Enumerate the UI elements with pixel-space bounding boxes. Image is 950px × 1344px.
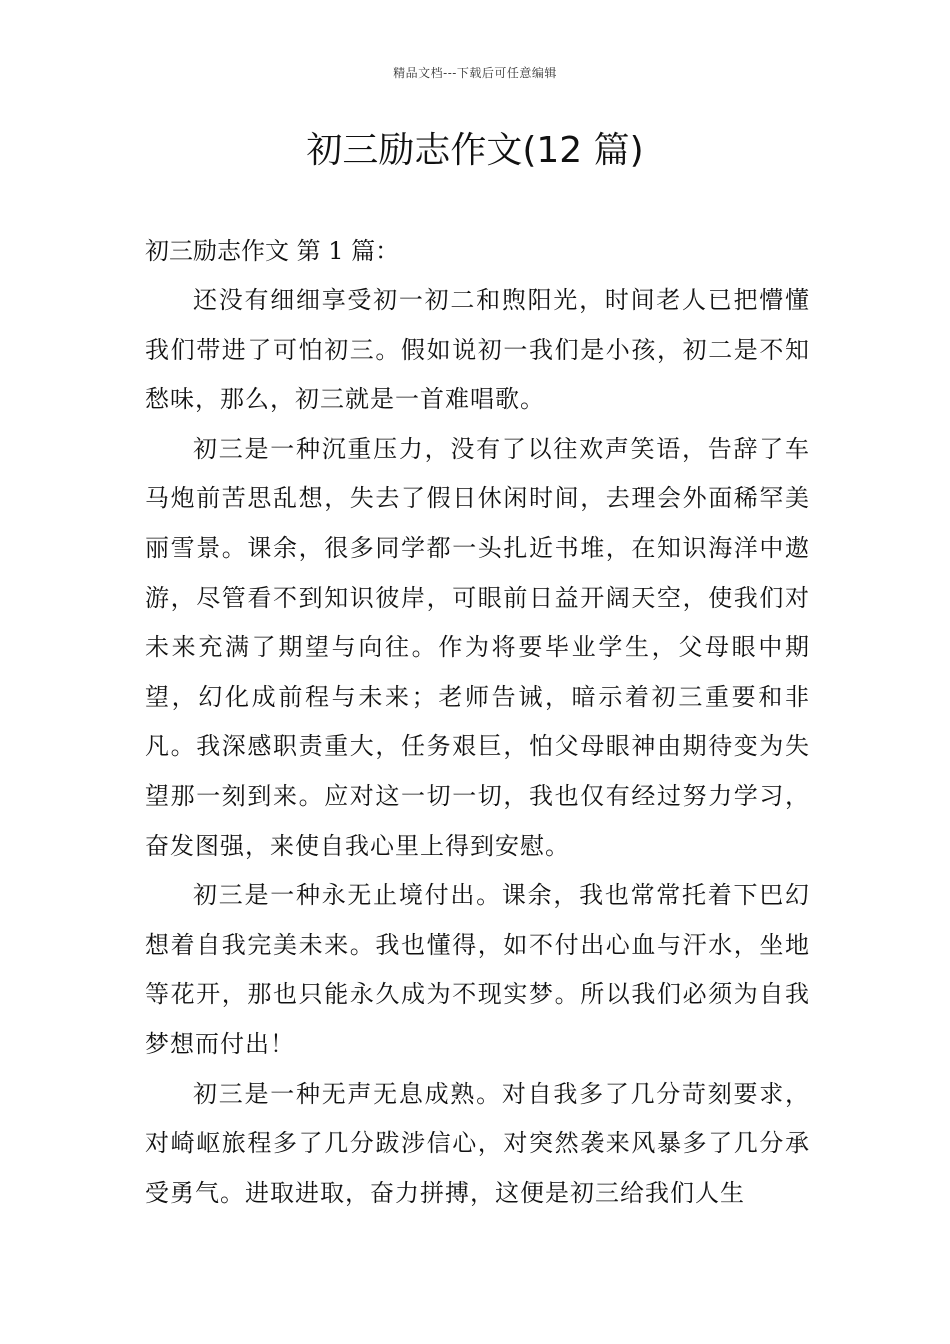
section-heading: 初三励志作文 第 1 篇： [145, 237, 400, 265]
paragraph-1: 还没有细细享受初一初二和煦阳光，时间老人已把懵懂我们带进了可怕初三。假如说初一我们是小孩，初二是不知愁味，那么，初三就是一首难唱歌。 [145, 286, 810, 414]
header-note: 精品文档---下载后可任意编辑 [393, 66, 557, 80]
paragraph-4: 初三是一种无声无息成熟。对自我多了几分苛刻要求，对崎岖旅程多了几分跋涉信心，对突然袭来风暴多了几分承受勇气。进取进取，奋力拼搏，这便是初三给我们人生 [145, 1079, 810, 1207]
paragraph-3: 初三是一种永无止境付出。课余，我也常常托着下巴幻想着自我完美未来。我也懂得，如不付出心血与汗水，坐地等花开，那也只能永久成为不现实梦。所以我们必须为自我梦想而付出！ [145, 881, 810, 1058]
document-body [145, 226, 810, 1218]
paragraph-2: 初三是一种沉重压力，没有了以往欢声笑语，告辞了车马炮前苦思乱想，失去了假日休闲时间，去理会外面稀罕美丽雪景。课余，很多同学都一头扎近书堆，在知识海洋中遨游，尽管看不到知识彼岸，可眼前日益开阔天空，使我们对未来充满了期望与向往。作为将要毕业学生，父母眼中期望，幻化成前程与未来；老师告诫，暗示着初三重要和非凡。我深感职责重大，任务艰巨，怕父母眼神由期待变为失望那一刻到来。应对这一切一切，我也仅有经过努力学习，奋发图强，来使自我心里上得到安慰。 [145, 434, 810, 860]
document-title: 初三励志作文(12 篇) [306, 130, 644, 171]
